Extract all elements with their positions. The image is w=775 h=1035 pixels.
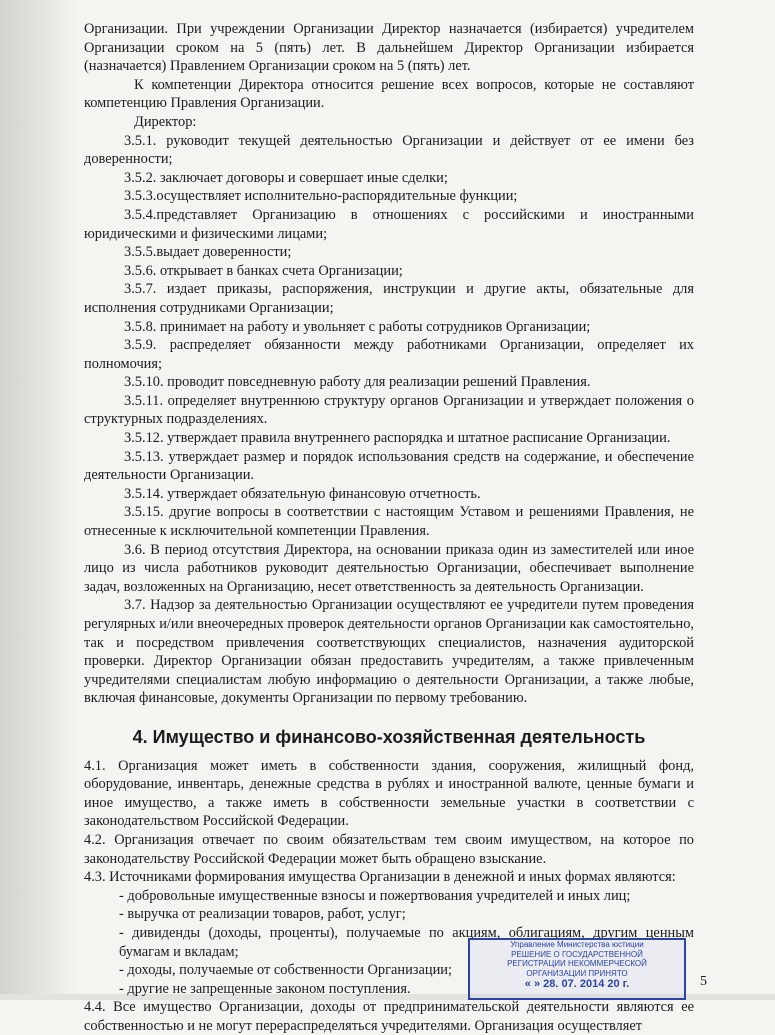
- stamp-line: РЕГИСТРАЦИИ НЕКОММЕРЧЕСКОЙ: [507, 959, 647, 968]
- stamp-date: « » 28. 07. 2014 20 г.: [524, 978, 630, 990]
- list-item: - добровольные имущественные взносы и пожертвования учредителей и иных лиц;: [119, 887, 631, 904]
- paragraph: Организации. При учреждении Организации Директор назначается (избирается) учредителем Организации сроком на 5 (пять) лет. В дальнейшем Директор Организации избирается (назначается) Правлением Организации сроком на 5 (пять) лет.: [84, 21, 694, 75]
- list-item: 3.5.13. утверждает размер и порядок использования средств на содержание, и обеспечение деятельности Организации.: [84, 448, 694, 484]
- list-item: 3.5.1. руководит текущей деятельностью Организации и действует от ее имени без доверенности;: [84, 132, 694, 168]
- list-item: - доходы, получаемые от собственности Организации;: [119, 962, 452, 979]
- page-number: 5: [700, 974, 707, 989]
- paragraph: 3.7. Надзор за деятельностью Организации осуществляют ее учредители путем проведения регулярных и/или внеочередных проверок деятельности органов Организации как самостоятельно, так и посредством привлечения соответствующих специалистов, назначения аудиторской проверки. Директор Организации обязан предоставить учредителям, а также привлеченным учредителями специалистам любую информацию о деятельности Организации, а также любые, включая финансовые, документы Организации по первому требованию.: [84, 597, 694, 707]
- paragraph: К компетенции Директора относится решение всех вопросов, которые не составляют компетенцию Правления Организации.: [84, 76, 694, 112]
- paragraph: Директор:: [134, 113, 197, 130]
- list-item: 3.5.7. издает приказы, распоряжения, инструкции и другие акты, обязательные для исполнения сотрудниками Организации;: [84, 281, 694, 316]
- stamp-line: РЕШЕНИЕ О ГОСУДАРСТВЕННОЙ: [511, 949, 643, 959]
- paragraph: 3.6. В период отсутствия Директора, на основании приказа один из заместителей или иное лицо из числа работников руководит деятельностью Организации, обеспечивает выполнение задач, возложенных на Организацию, несет ответственность за деятельность Организации.: [84, 541, 694, 595]
- list-item: 3.5.4.представляет Организацию в отношениях с российскими и иностранными юридическими и физическими лицами;: [84, 206, 694, 242]
- paragraph: 4.3. Источниками формирования имущества Организации в денежной и иных формах являются:: [84, 869, 676, 886]
- list-item: 3.5.5.выдает доверенности;: [124, 244, 292, 261]
- document-page: [84, 20, 694, 1035]
- section-heading: 4. Имущество и финансово-хозяйственная деятельность: [132, 726, 646, 747]
- list-item: - другие не запрещенные законом поступления.: [119, 980, 411, 997]
- list-item: 3.5.8. принимает на работу и увольняет с работы сотрудников Организации;: [124, 318, 591, 335]
- list-item: - выручка от реализации товаров, работ, услуг;: [119, 906, 406, 923]
- list-item: 3.5.14. утверждает обязательную финансовую отчетность.: [124, 485, 481, 502]
- list-item: 3.5.2. заключает договоры и совершает иные сделки;: [124, 169, 448, 186]
- list-item: 3.5.12. утверждает правила внутреннего распорядка и штатное расписание Организации.: [124, 430, 671, 447]
- list-item: 3.5.10. проводит повседневную работу для реализации решений Правления.: [124, 374, 591, 391]
- list-item: 3.5.15. другие вопросы в соответствии с настоящим Уставом и решениями Правления, не отнесенные к исключительной компетенции Правления.: [84, 504, 694, 540]
- scan-shadow-edge: [0, 0, 78, 1000]
- list-item: 3.5.11. определяет внутреннюю структуру органов Организации и утверждает положения о структурных подразделениях.: [84, 392, 694, 428]
- list-item: 3.5.3.осуществляет исполнительно-распорядительные функции;: [124, 188, 518, 205]
- paragraph: 4.2. Организация отвечает по своим обязательствам тем своим имуществом, на которое по законодательству Российской Федерации может быть обращено взыскание.: [84, 831, 694, 867]
- stamp-line: Управление Министерства юстиции: [510, 940, 644, 949]
- list-item: 3.5.6. открывает в банках счета Организации;: [124, 262, 403, 279]
- paragraph: 4.4. Все имущество Организации, доходы от предпринимательской деятельности являются ее собственностью и не могут перераспределяться учредителями. Организация осуществляет: [84, 999, 694, 1034]
- paragraph: 4.1. Организация может иметь в собственности здания, сооружения, жилищный фонд, оборудование, инвентарь, денежные средства в рублях и иностранной валюте, ценные бумаги и иное имущество, а также иметь в собственности земельные участки в соответствии с законодательством Российской Федерации.: [84, 757, 694, 830]
- stamp-line: ОРГАНИЗАЦИИ ПРИНЯТО: [526, 968, 628, 978]
- list-item: - дивиденды (доходы, проценты), получаемые по акциям, облигациям, другим ценным бумагам и вкладам;: [119, 924, 694, 960]
- list-item: 3.5.9. распределяет обязанности между работниками Организации, определяет их полномочия;: [84, 337, 694, 372]
- registration-stamp: [468, 938, 686, 1000]
